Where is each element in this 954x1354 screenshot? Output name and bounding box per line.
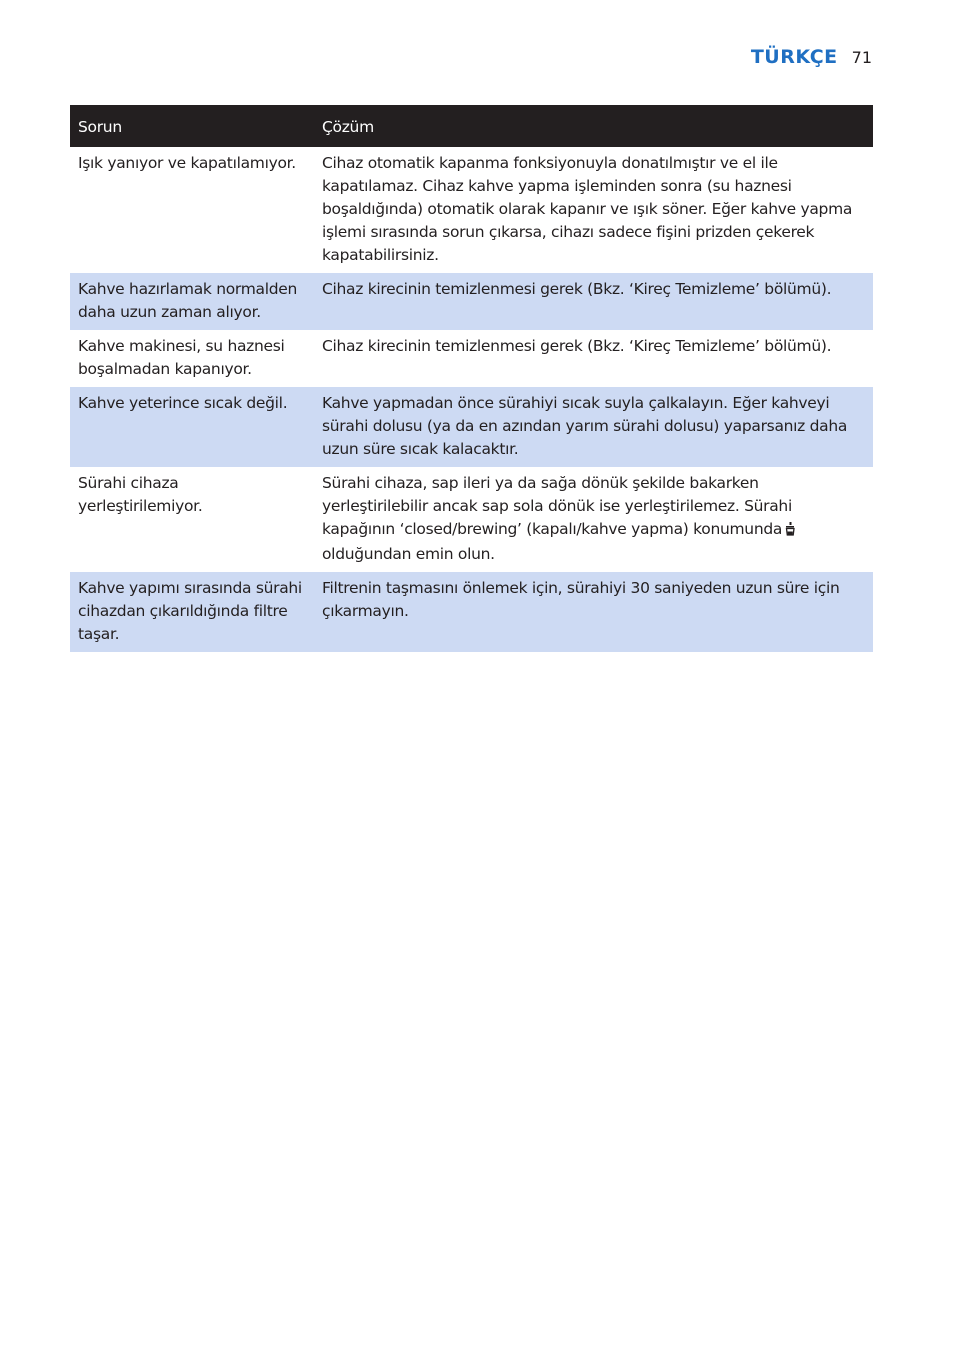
problem-cell: Sürahi cihaza yerleştirilemiyor.	[78, 474, 203, 515]
solution-cell: Cihaz kirecinin temizlenmesi gerek (Bkz. ‘Kireç Temizleme’ bölümü).	[314, 273, 873, 330]
problem-cell: Kahve yapımı sırasında sürahi cihazdan çıkarıldığında filtre taşar.	[70, 572, 314, 652]
solution-cell: Filtrenin taşmasını önlemek için, sürahiyi 30 saniyeden uzun süre için çıkarmayın.	[314, 572, 873, 652]
solution-cell: Kahve yapmadan önce sürahiyi sıcak suyla çalkalayın. Eğer kahveyi sürahi dolusu (ya da en azından yarım sürahi dolusu) yaparsanız daha uzun süre sıcak kalacaktır.	[314, 387, 873, 467]
solution-cell: Cihaz kirecinin temizlenmesi gerek (Bkz. ‘Kireç Temizleme’ bölümü).	[322, 337, 832, 355]
table-row	[70, 467, 873, 572]
problem-cell: Kahve hazırlamak normalden daha uzun zaman alıyor.	[70, 273, 314, 330]
solution-text-continued: olduğundan emin olun.	[322, 545, 495, 563]
carafe-brewing-icon	[785, 520, 796, 543]
table-row	[70, 147, 873, 273]
troubleshooting-table	[70, 105, 873, 652]
solution-cell	[314, 467, 873, 572]
table-row	[70, 387, 873, 467]
problem-cell: Kahve makinesi, su haznesi boşalmadan kapanıyor.	[78, 337, 285, 378]
table-row	[70, 572, 873, 652]
table-row	[70, 330, 873, 387]
section-language-title: TÜRKÇE	[750, 46, 838, 68]
problem-cell: Işık yanıyor ve kapatılamıyor.	[78, 154, 296, 172]
solution-cell: Cihaz otomatik kapanma fonksiyonuyla donatılmıştır ve el ile kapatılamaz. Cihaz kahve yapma işleminden sonra (su haznesi boşaldığında) otomatik olarak kapanır ve ışık söner. Eğer kahve yapma işlemi sırasında sorun çıkarsa, cihazı sadece fişini prizden çekerek kapatabilirsiniz.	[322, 154, 853, 264]
page-header	[751, 46, 872, 68]
table-header-row	[70, 105, 873, 147]
column-header-solution: Çözüm	[322, 118, 374, 136]
page-number: 71	[851, 48, 872, 67]
problem-cell: Kahve yeterince sıcak değil.	[70, 387, 314, 467]
table-row	[70, 273, 873, 330]
solution-text: Sürahi cihaza, sap ileri ya da sağa dönük şekilde bakarken yerleştirilebilir ancak sap sola dönük ise yerleştirilemez. Sürahi kapağının ‘closed/brewing’ (kapalı/kahve yapma) konumunda	[322, 474, 792, 538]
column-header-problem: Sorun	[78, 118, 122, 136]
